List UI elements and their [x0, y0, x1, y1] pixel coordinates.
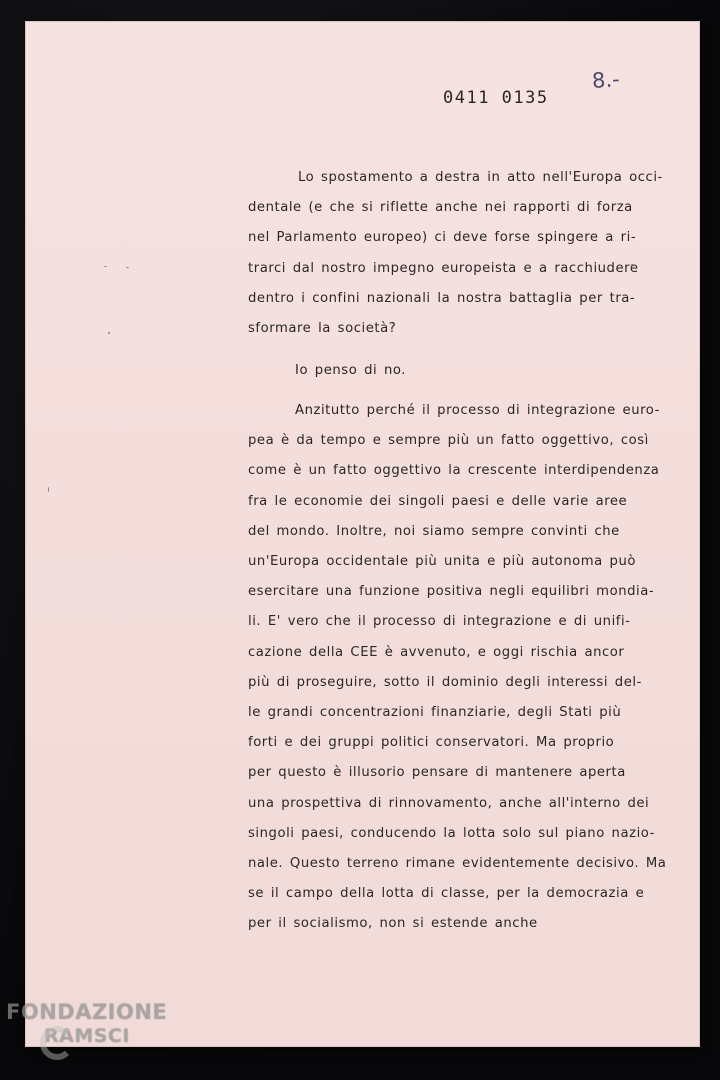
text-line: nale. Questo terreno rimane evidentemente decisivo. Ma — [248, 856, 667, 871]
text-line: fra le economie dei singoli paesi e delle varie aree — [248, 493, 628, 509]
fondazione-gramsci-logo — [6, 1000, 167, 1048]
text-line: per questo è illusorio pensare di mantenere aperta — [248, 765, 626, 781]
logo-g-mark-icon — [40, 1026, 74, 1060]
text-line: se il campo della lotta di classe, per la democrazia e — [248, 886, 645, 902]
text-line: pea è da tempo e sempre più un fatto oggettivo, così — [248, 433, 649, 449]
handwritten-page-number: 8.- — [591, 67, 621, 93]
text-line: per il socialismo, non si estende anche — [248, 916, 538, 932]
text-line: sformare la società? — [248, 321, 397, 336]
text-line: nel Parlamento europeo) ci deve forse spingere a ri- — [248, 230, 637, 246]
logo-line-2: RAMSCI — [44, 1025, 130, 1047]
text-line: più di proseguire, sotto il dominio degli interessi del- — [248, 674, 642, 690]
paper-speck — [108, 332, 110, 334]
paper-speck — [48, 487, 49, 492]
paper-speck — [104, 266, 107, 267]
text-line: Anzitutto perché il processo di integrazione euro- — [295, 403, 660, 418]
logo-line-1: FONDAZIONE — [6, 1000, 168, 1024]
text-line: del mondo. Inoltre, noi siamo sempre convinti che — [248, 523, 620, 539]
text-line: Lo spostamento a destra in atto nell'Europa occi- — [298, 170, 663, 185]
text-line: come è un fatto oggettivo la crescente interdipendenza — [248, 463, 660, 479]
archive-document-number: 0411 0135 — [443, 88, 549, 108]
text-line: forti e dei gruppi politici conservatori. Ma proprio — [248, 735, 615, 751]
text-line: Io penso di no. — [295, 363, 406, 378]
text-line: un'Europa occidentale più unita e più autonoma può — [248, 554, 636, 569]
text-line: esercitare una funzione positiva negli equilibri mondia- — [248, 584, 655, 600]
text-line: dentro i confini nazionali la nostra battaglia per tra- — [248, 290, 636, 306]
text-line: singoli paesi, conducendo la lotta solo sul piano nazio- — [248, 825, 655, 841]
text-line: una prospettiva di rinnovamento, anche all'interno dei — [248, 795, 650, 811]
text-line: cazione della CEE è avvenuto, e oggi rischia ancor — [248, 644, 625, 660]
text-line: le grandi concentrazioni finanziarie, degli Stati più — [248, 705, 622, 720]
paper-speck — [126, 267, 129, 268]
text-line: trarci dal nostro impegno europeista e a racchiudere — [248, 260, 639, 276]
text-line: li. E' vero che il processo di integrazione e di unifi- — [248, 614, 631, 630]
text-line: dentale (e che si riflette anche nei rapporti di forza — [248, 200, 633, 216]
